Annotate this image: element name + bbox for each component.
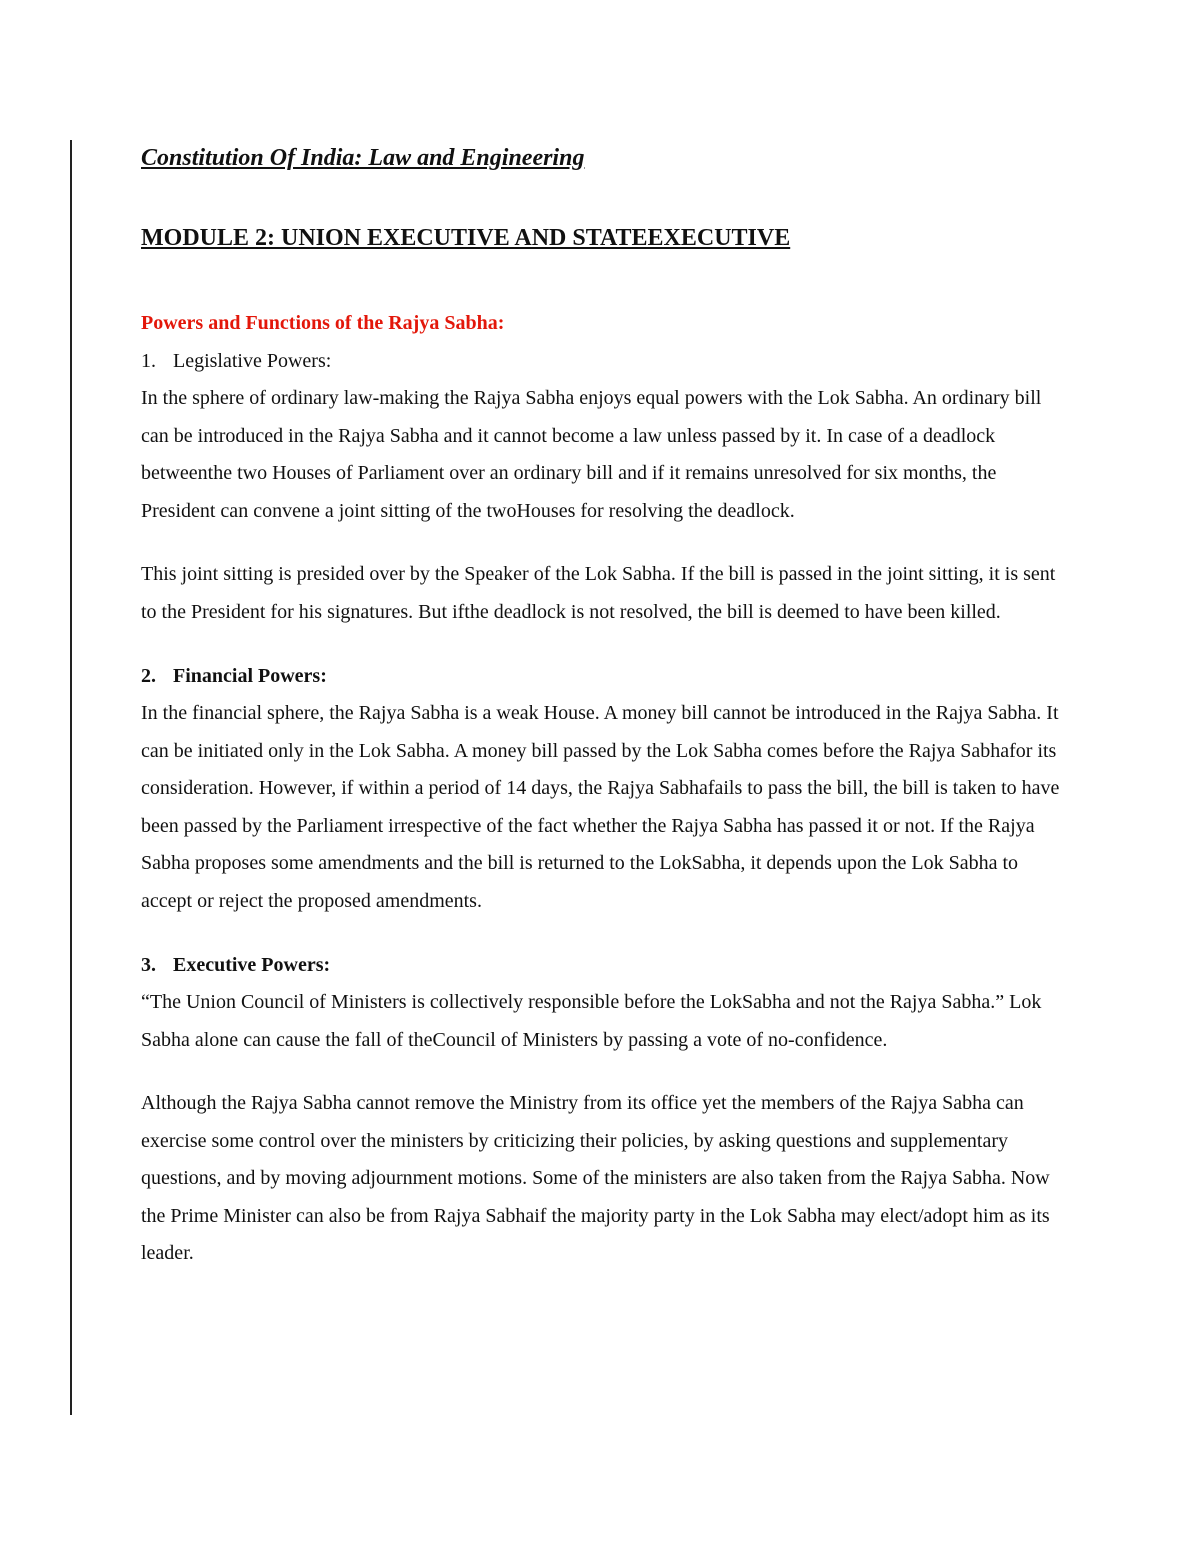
executive-powers-heading <box>141 946 1071 984</box>
financial-powers-heading <box>141 657 1071 695</box>
module-title: MODULE 2: UNION EXECUTIVE AND STATEEXECUTIVE <box>141 225 791 251</box>
document-title: Constitution Of India: Law and Engineering <box>141 145 585 171</box>
executive-powers-paragraph-2: Although the Rajya Sabha cannot remove the Ministry from its office yet the members of the Rajya Sabha can exercise some control over the ministers by criticizing their policies, by asking questions and supplementary questions, and by moving adjournment motions. Some of the ministers are also taken from the Rajya Sabha. Now the Prime Minister can also be from Rajya Sabhaif the majority party in the Lok Sabha may elect/adopt him as its leader. <box>141 1092 1050 1264</box>
financial-powers-paragraph-1: In the financial sphere, the Rajya Sabha is a weak House. A money bill cannot be introduced in the Rajya Sabha. It can be initiated only in the Lok Sabha. A money bill passed by the Lok Sabha comes before the Rajya Sabhafor its consideration. However, if within a period of 14 days, the Rajya Sabhafails to pass the bill, the bill is taken to have been passed by the Parliament irrespective of the fact whether the Rajya Sabha has passed it or not. If the Rajya Sabha proposes some amendments and the bill is returned to the LokSabha, it depends upon the Lok Sabha to accept or reject the proposed amendments. <box>141 702 1060 912</box>
legislative-powers-label: Legislative Powers: <box>173 350 332 372</box>
financial-powers-label: Financial Powers: <box>173 665 327 687</box>
document-page <box>141 140 1071 1273</box>
legislative-powers-number: 1. <box>141 350 156 372</box>
margin-rule <box>70 140 72 1415</box>
section-heading: Powers and Functions of the Rajya Sabha: <box>141 312 505 334</box>
legislative-powers-heading <box>141 342 1071 380</box>
financial-powers-number: 2. <box>141 665 156 687</box>
executive-powers-number: 3. <box>141 954 156 976</box>
legislative-powers-paragraph-2: This joint sitting is presided over by the Speaker of the Lok Sabha. If the bill is passed in the joint sitting, it is sent to the President for his signatures. But ifthe deadlock is not resolved, the bill is deemed to have been killed. <box>141 563 1056 623</box>
executive-powers-label: Executive Powers: <box>173 954 331 976</box>
executive-powers-paragraph-1: “The Union Council of Ministers is collectively responsible before the LokSabha and not the Rajya Sabha.” Lok Sabha alone can cause the fall of theCouncil of Ministers by passing a vote of no-confidence. <box>141 991 1042 1051</box>
legislative-powers-paragraph-1: In the sphere of ordinary law-making the Rajya Sabha enjoys equal powers with the Lok Sabha. An ordinary bill can be introduced in the Rajya Sabha and it cannot become a law unless passed by it. In case of a deadlock betweenthe two Houses of Parliament over an ordinary bill and if it remains unresolved for six months, the President can convene a joint sitting of the twoHouses for resolving the deadlock. <box>141 387 1042 522</box>
